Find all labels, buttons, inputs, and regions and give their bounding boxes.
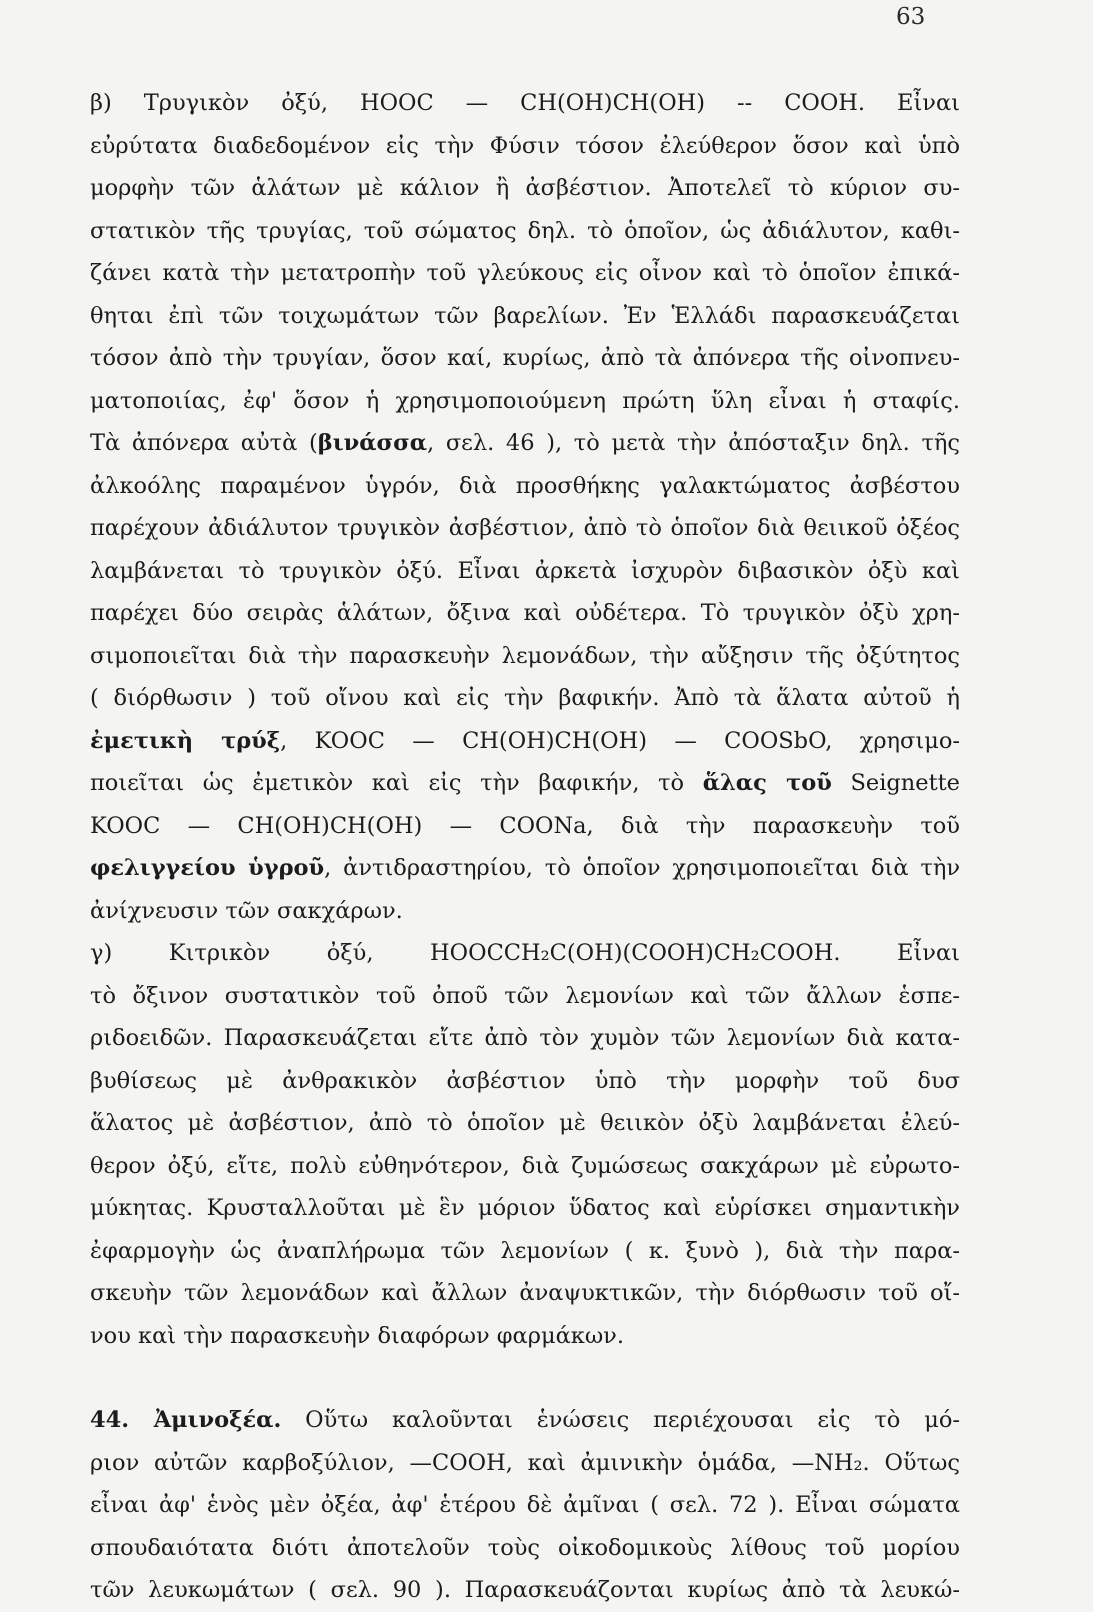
- term-seignette: Seignette: [831, 770, 960, 796]
- text-line: [90, 1399, 960, 1442]
- text-line: θερον ὀξύ, εἴτε, πολὺ εὐθηνότερον, διὰ ζυμώσεως σακχάρων μὲ εὐρωτο-: [90, 1152, 960, 1179]
- text-line: γ) Κιτρικὸν ὀξύ, HOOCCH₂C(OH)(COOH)CH₂COOH. Εἶναι: [90, 940, 960, 966]
- text-line: παρέχει δύο σειρὰς ἁλάτων, ὄξινα καὶ οὐδέτερα. Τὸ τρυγικὸν ὀξὺ χρη-: [90, 600, 960, 626]
- text-line: μύκητας. Κρυσταλλοῦται μὲ ἓν μόριον ὕδατος καὶ εὑρίσκει σημαντικὴν: [90, 1195, 960, 1221]
- text-line: [90, 847, 960, 890]
- text-line: [90, 762, 960, 805]
- text-line: ματοποιίας, ἐφ' ὅσον ἡ χρησιμοποιούμενη πρώτη ὕλη εἶναι ἡ σταφίς.: [90, 387, 960, 414]
- text-line: ἅλατος μὲ ἀσβέστιον, ἀπὸ τὸ ὁποῖον μὲ θειικὸν ὀξὺ λαμβάνεται ἐλεύ-: [90, 1110, 960, 1136]
- body-text: [90, 82, 960, 1612]
- text-line: ριδοειδῶν. Παρασκευάζεται εἴτε ἀπὸ τὸν χυμὸν τῶν λεμονίων διὰ κατα-: [90, 1025, 960, 1051]
- text-line: ἐφαρμογὴν ὡς ἀναπλήρωμα τῶν λεμονίων ( κ. ξυνὸ ), διὰ τὴν παρα-: [90, 1237, 960, 1264]
- text-line: εἶναι ἀφ' ἑνὸς μὲν ὀξέα, ἀφ' ἑτέρου δὲ ἀμῖναι ( σελ. 72 ). Εἶναι σώματα: [90, 1492, 960, 1518]
- text-line: KOOC — CH(OH)CH(OH) — COONa, διὰ τὴν παρασκευὴν τοῦ: [90, 812, 960, 839]
- paragraph-amino-acids: [90, 1399, 960, 1612]
- text-line: ριον αὐτῶν καρβοξύλιον, —COOH, καὶ ἀμινικὴν ὁμάδα, —NH₂. Οὕτως: [90, 1449, 960, 1476]
- text-fragment: ποιεῖται ὡς ἐμετικὸν καὶ εἰς τὴν βαφικήν, τὸ: [90, 770, 703, 796]
- text-fragment: Τὰ ἀπόνερα αὐτὰ (: [90, 430, 318, 456]
- text-line: θηται ἐπὶ τῶν τοιχωμάτων τῶν βαρελίων. Ἐν Ἑλλάδι παρασκευάζεται: [90, 302, 960, 329]
- text-line: ( διόρθωσιν ) τοῦ οἴνου καὶ εἰς τὴν βαφικήν. Ἀπὸ τὰ ἅλατα αὐτοῦ ἡ: [90, 685, 960, 711]
- paragraph-gap: [90, 1357, 960, 1399]
- text-line: σιμοποιεῖται διὰ τὴν παρασκευὴν λεμονάδων, τὴν αὔξησιν τῆς ὀξύτητος: [90, 642, 960, 669]
- text-line: ζάνει κατὰ τὴν μετατροπὴν τοῦ γλεύκους εἰς οἶνον καὶ τὸ ὁποῖον ἐπικά-: [90, 260, 960, 286]
- page-number: 63: [896, 4, 926, 30]
- paragraph-tartaric-acid: [90, 82, 960, 932]
- term-vinassa: βινάσσα: [317, 430, 428, 456]
- text-line: τῶν λευκωμάτων ( σελ. 90 ). Παρασκευάζονται κυρίως ἀπὸ τὰ λευκώ-: [90, 1577, 960, 1603]
- text-line: τὸ ὄξινον συστατικὸν τοῦ ὀποῦ τῶν λεμονίων καὶ τῶν ἄλλων ἑσπε-: [90, 982, 960, 1009]
- text-fragment: , σελ. 46 ), τὸ μετὰ τὴν ἀπόσταξιν δηλ. τῆς: [427, 430, 961, 456]
- text-line: βυθίσεως μὲ ἀνθρακικὸν ἀσβέστιον ὑπὸ τὴν μορφὴν τοῦ δυσ: [90, 1067, 960, 1094]
- term-fehling-solution: φελιγγείου ὑγροῦ: [90, 855, 325, 881]
- text-line: μορφὴν τῶν ἁλάτων μὲ κάλιον ἢ ἀσβέστιον. Ἀποτελεῖ τὸ κύριον συ-: [90, 175, 960, 201]
- text-fragment: , KOOC — CH(OH)CH(OH) — COOSbO, χρησιμο-: [280, 727, 960, 754]
- text-line: [90, 422, 960, 465]
- text-line: ἀνίχνευσιν τῶν σακχάρων.: [90, 897, 403, 924]
- text-fragment: , ἀντιδραστηρίου, τὸ ὁποῖον χρησιμοποιεῖται διὰ τὴν: [324, 855, 960, 881]
- text-line: β) Τρυγικὸν ὀξύ, HOOC — CH(OH)CH(OH) -- COOH. Εἶναι: [90, 90, 960, 116]
- text-line: σκευὴν τῶν λεμονάδων καὶ ἄλλων ἀναψυκτικῶν, τὴν διόρθωσιν τοῦ οἴ-: [90, 1280, 960, 1306]
- text-line: λαμβάνεται τὸ τρυγικὸν ὀξύ. Εἶναι ἀρκετὰ ἰσχυρὸν διβασικὸν ὀξὺ καὶ: [90, 557, 960, 584]
- text-line: στατικὸν τῆς τρυγίας, τοῦ σώματος δηλ. τὸ ὁποῖον, ὡς ἀδιάλυτον, καθι-: [90, 217, 960, 244]
- text-line: τόσον ἀπὸ τὴν τρυγίαν, ὅσον καί, κυρίως, ἀπὸ τὰ ἀπόνερα τῆς οἰνοπνευ-: [90, 345, 960, 371]
- section-heading: 44. Ἀμινοξέα.: [90, 1407, 282, 1433]
- term-emetic-tartar: ἐμετικὴ τρύξ: [90, 727, 281, 754]
- text-line: [90, 720, 960, 763]
- text-line: ἀλκοόλης παραμένον ὑγρόν, διὰ προσθήκης γαλακτώματος ἀσβέστου: [90, 472, 960, 499]
- text-line: εὐρύτατα διαδεδομένον εἰς τὴν Φύσιν τόσον ἐλεύθερον ὅσον καὶ ὑπὸ: [90, 132, 960, 159]
- text-line: παρέχουν ἀδιάλυτον τρυγικὸν ἀσβέστιον, ἀπὸ τὸ ὁποῖον διὰ θειικοῦ ὀξέος: [90, 515, 960, 541]
- text-line: σπουδαιότατα διότι ἀποτελοῦν τοὺς οἰκοδομικοὺς λίθους τοῦ μορίου: [90, 1534, 960, 1561]
- term-salt-of: ἅλας τοῦ: [702, 770, 832, 796]
- paragraph-citric-acid: [90, 932, 960, 1357]
- text-line: νου καὶ τὴν παρασκευὴν διαφόρων φαρμάκων.: [90, 1322, 625, 1349]
- text-fragment: Οὕτω καλοῦνται ἑνώσεις περιέχουσαι εἰς τὸ μό-: [281, 1407, 961, 1433]
